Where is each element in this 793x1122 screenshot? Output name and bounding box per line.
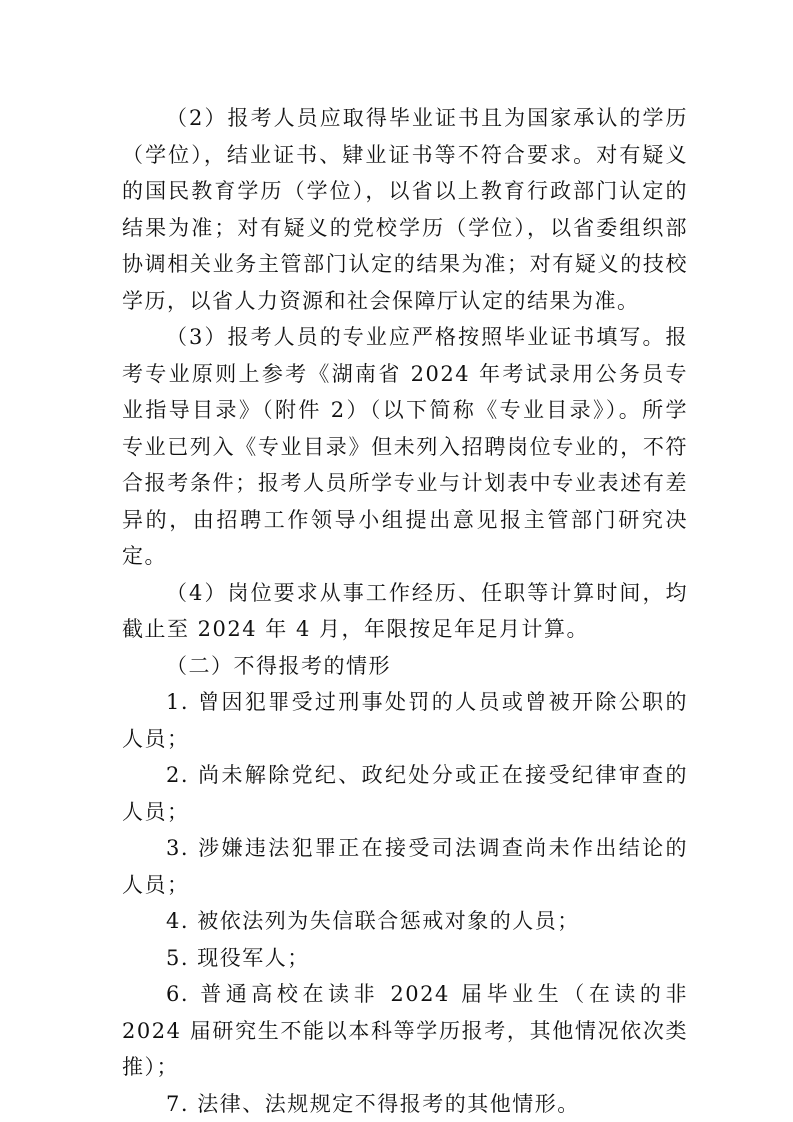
ineligible-item-5: 5. 现役军人； xyxy=(166,945,310,970)
paragraph-3-major: （3）报考人员的专业应严格按照毕业证书填写。报考专业原则上参考《湖南省 2024 年考试录用公务员专业指导目录》（附件 2）（以下简称《专业目录》）。所学专业已列入《专业目录》但未列入招聘岗位专业的，不符合报考条件；报考人员所学专业与计划表中专业表述有差异的，由招聘工作领导小组提出意见报主管部门研究决定。 xyxy=(122,325,688,568)
paragraph-4-experience: （4）岗位要求从事工作经历、任职等计算时间，均截止至 2024 年 4 月，年限按足年足月计算。 xyxy=(122,580,688,641)
ineligible-item-4: 4. 被依法列为失信联合惩戒对象的人员； xyxy=(166,909,580,933)
document-body xyxy=(122,100,688,1122)
paragraph-2-education: （2）报考人员应取得毕业证书且为国家承认的学历（学位），结业证书、肄业证书等不符合要求。对有疑义的国民教育学历（学位），以省以上教育行政部门认定的结果为准；对有疑义的党校学历（学位），以省委组织部协调相关业务主管部门认定的结果为准；对有疑义的技校学历，以省人力资源和社会保障厅认定的结果为准。 xyxy=(122,106,688,313)
ineligible-item-7: 7. 法律、法规规定不得报考的其他情形。 xyxy=(166,1091,580,1116)
ineligible-item-2: 2. 尚未解除党纪、政纪处分或正在接受纪律审查的人员； xyxy=(122,763,688,824)
ineligible-item-1: 1. 曾因犯罪受过刑事处罚的人员或曾被开除公职的人员； xyxy=(122,690,688,751)
ineligible-item-6: 6. 普通高校在读非 2024 届毕业生（在读的非 2024 届研究生不能以本科等学历报考，其他情况依次类推）； xyxy=(122,982,688,1079)
section-title-ineligible: （二）不得报考的情形 xyxy=(166,653,391,678)
ineligible-item-3: 3. 涉嫌违法犯罪正在接受司法调查尚未作出结论的人员； xyxy=(122,836,688,897)
